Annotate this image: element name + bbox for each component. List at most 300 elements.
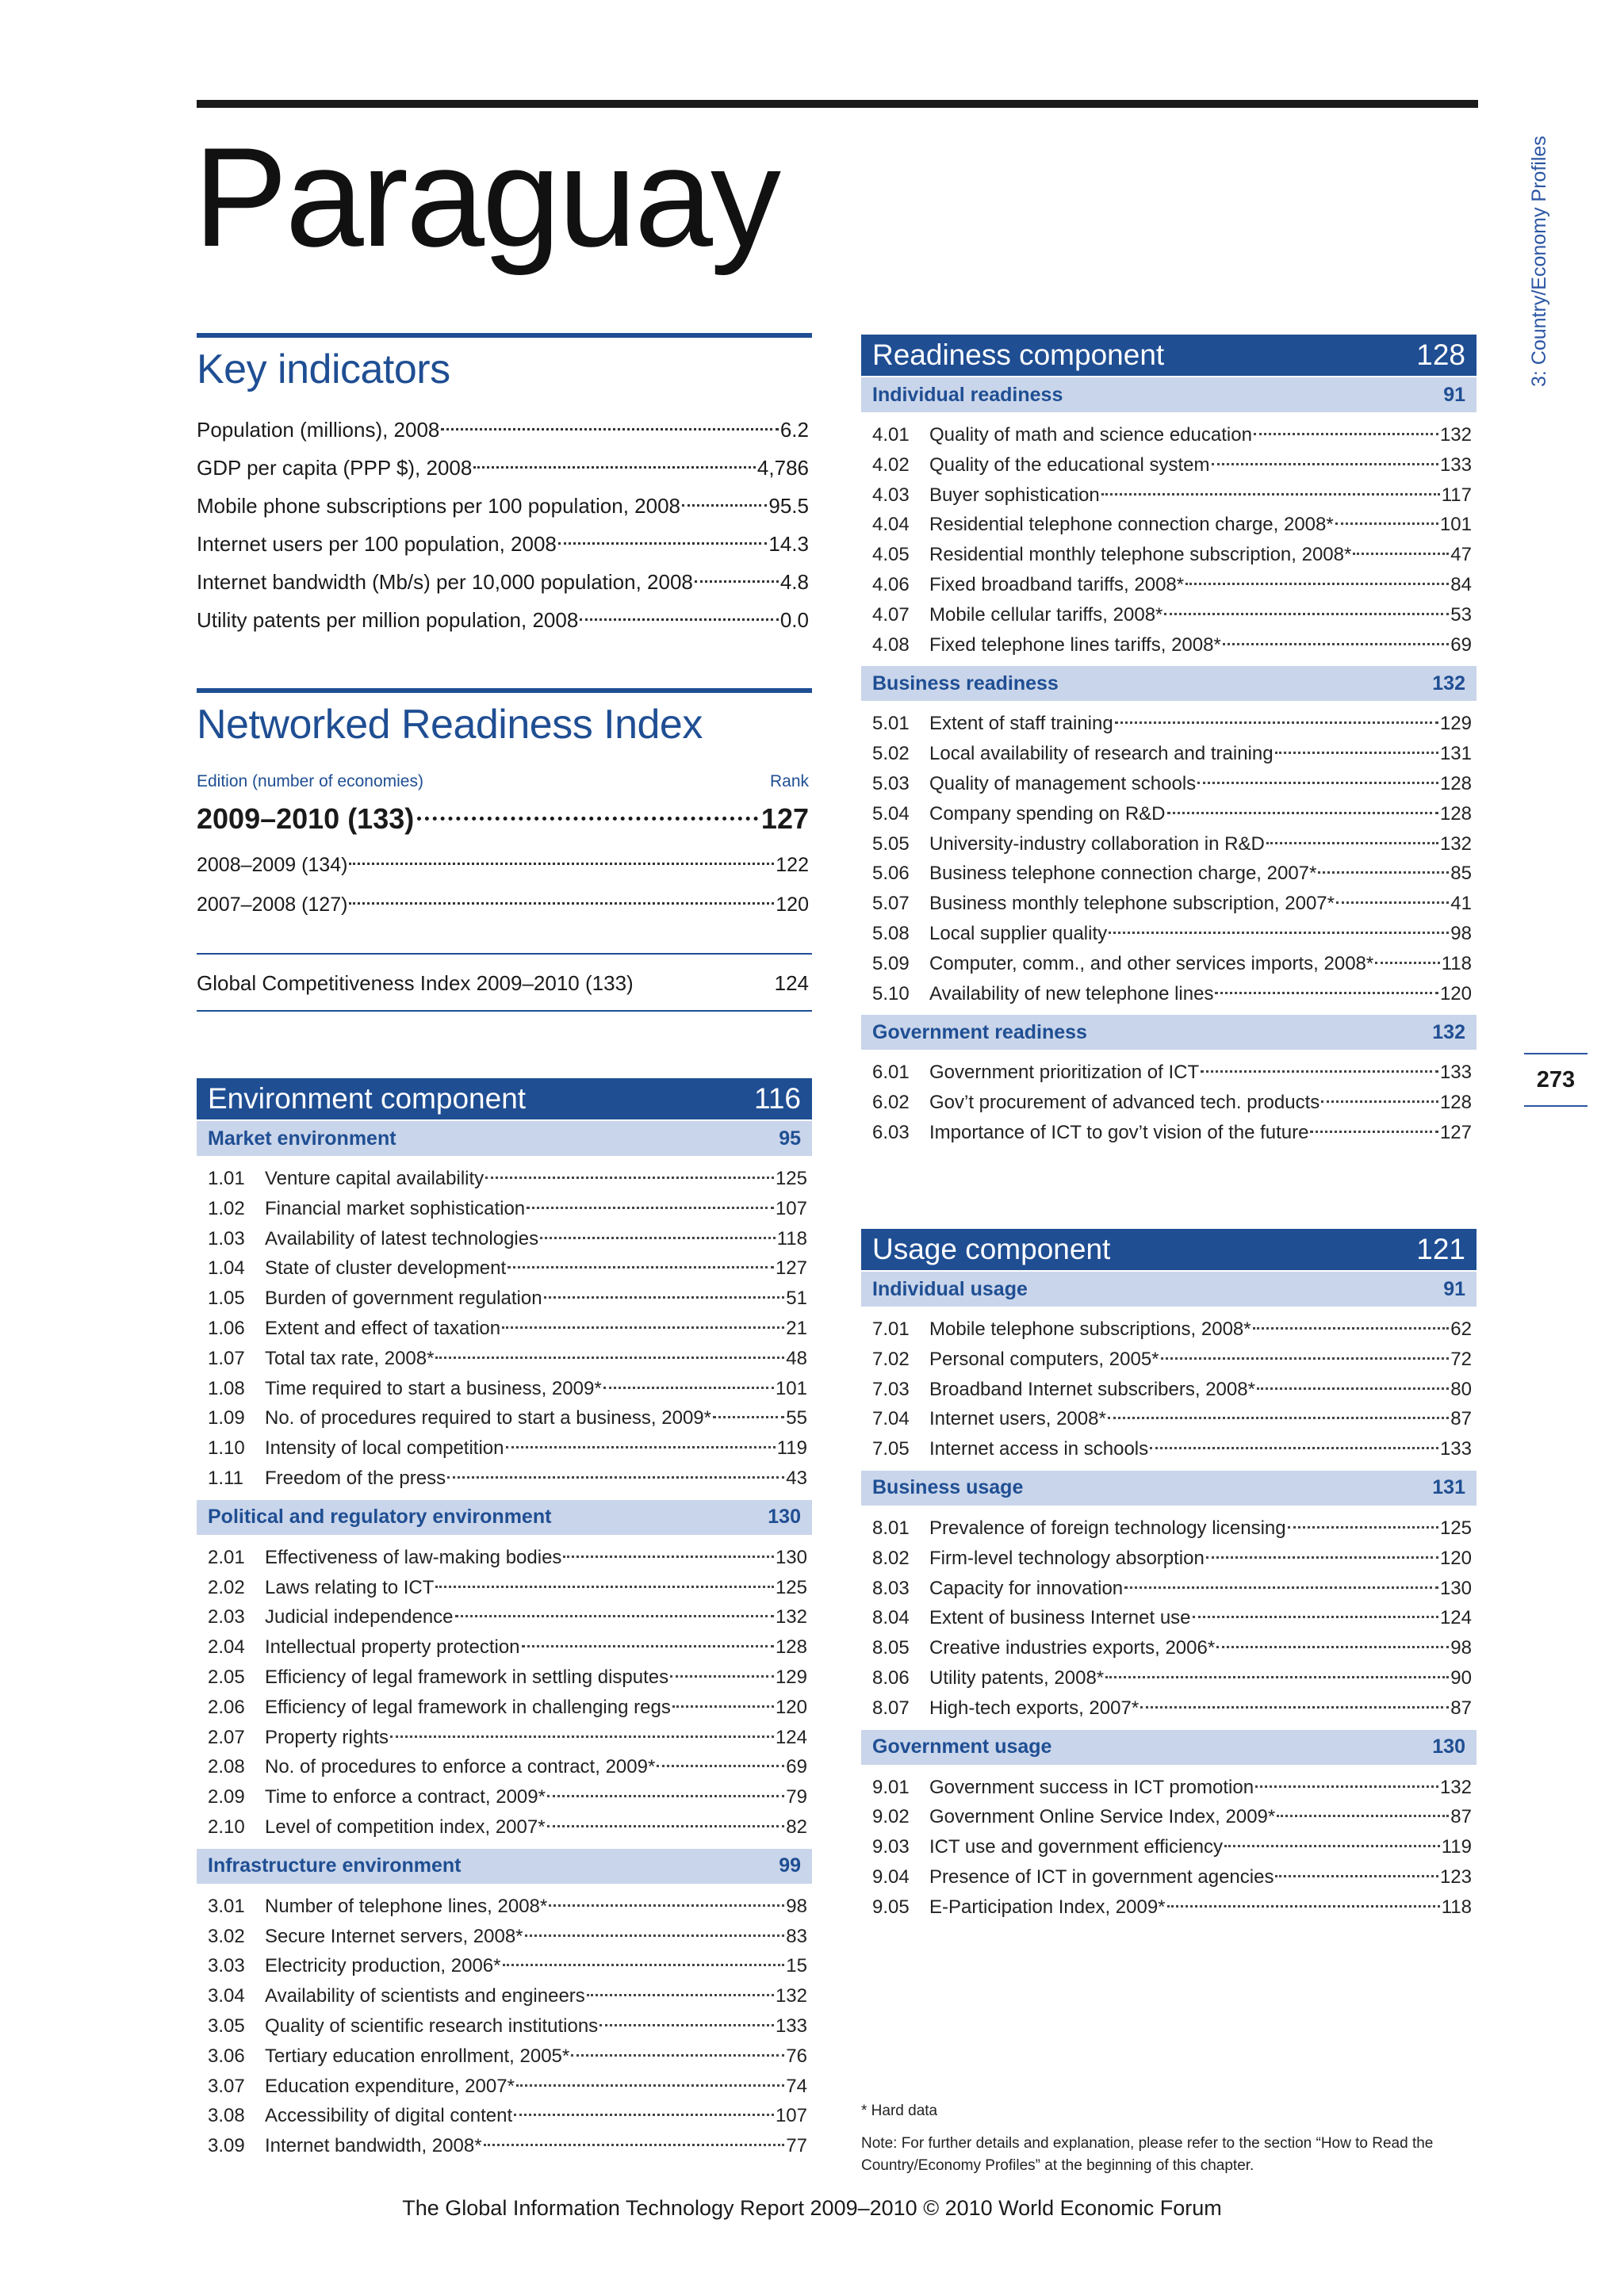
indicator-label: Financial market sophistication bbox=[265, 1197, 526, 1219]
indicator-rank: 132 bbox=[1439, 832, 1472, 855]
indicator-label: Property rights bbox=[265, 1726, 389, 1748]
indicator-row bbox=[861, 1088, 1477, 1118]
indicator-rank: 125 bbox=[1439, 1517, 1472, 1539]
leader-dots bbox=[563, 1556, 774, 1558]
indicator-code: 4.07 bbox=[872, 603, 910, 626]
nri-heading: Networked Readiness Index bbox=[197, 702, 703, 748]
indicator-rank: 87 bbox=[1450, 1408, 1472, 1430]
indicator-code: 3.02 bbox=[208, 1925, 245, 1947]
indicator-code: 8.05 bbox=[872, 1637, 910, 1659]
indicator-row bbox=[861, 1603, 1477, 1633]
indicator-row bbox=[861, 630, 1477, 660]
subindex-header bbox=[861, 666, 1477, 701]
indicator-row bbox=[197, 1284, 812, 1314]
subindex-header bbox=[861, 1272, 1477, 1307]
key-indicator-label: Utility patents per million population, 2008 bbox=[197, 608, 579, 632]
indicator-row bbox=[861, 979, 1477, 1009]
indicator-label: Creative industries exports, 2006* bbox=[929, 1637, 1216, 1659]
leader-dots bbox=[695, 580, 779, 583]
indicator-rank: 69 bbox=[1450, 633, 1472, 656]
indicator-rank: 128 bbox=[1439, 802, 1472, 825]
key-indicator-row bbox=[197, 525, 809, 563]
key-indicator-value: 4.8 bbox=[779, 570, 809, 594]
indicator-label: Extent of staff training bbox=[929, 713, 1113, 735]
indicator-list bbox=[197, 1884, 812, 2166]
leader-dots bbox=[1212, 463, 1438, 465]
subindex-rank: 131 bbox=[1432, 1476, 1465, 1499]
indicator-label: Efficiency of legal framework in challenging regs bbox=[265, 1696, 671, 1718]
indicator-row bbox=[197, 1723, 812, 1753]
subindex-rank: 91 bbox=[1443, 383, 1465, 406]
indicator-row bbox=[197, 2131, 812, 2161]
indicator-row bbox=[861, 570, 1477, 600]
indicator-code: 5.06 bbox=[872, 863, 910, 885]
indicator-label: Extent and effect of taxation bbox=[265, 1317, 501, 1339]
indicator-label: High-tech exports, 2007* bbox=[929, 1697, 1139, 1719]
subindex-header bbox=[861, 1730, 1477, 1765]
subindex-rank: 95 bbox=[779, 1127, 801, 1150]
indicator-label: Level of competition index, 2007* bbox=[265, 1816, 546, 1838]
indicator-code: 5.08 bbox=[872, 922, 910, 944]
indicator-label: Prevalence of foreign technology licensing bbox=[929, 1517, 1286, 1539]
leader-dots bbox=[670, 1675, 774, 1678]
key-indicator-label: Internet users per 100 population, 2008 bbox=[197, 532, 557, 556]
leader-dots bbox=[508, 1266, 774, 1269]
leader-dots bbox=[1206, 1556, 1438, 1559]
leader-dots bbox=[455, 1615, 774, 1617]
nri-edition: 2007–2008 (127) bbox=[197, 894, 348, 916]
key-indicator-label: Mobile phone subscriptions per 100 population, 2008 bbox=[197, 494, 680, 518]
indicator-label: Personal computers, 2005* bbox=[929, 1348, 1159, 1370]
indicator-row bbox=[197, 1253, 812, 1284]
indicator-code: 3.09 bbox=[208, 2135, 245, 2157]
indicator-label: Intellectual property protection bbox=[265, 1636, 520, 1659]
indicator-code: 2.06 bbox=[208, 1696, 245, 1718]
indicator-row bbox=[861, 799, 1477, 829]
indicator-rank: 118 bbox=[776, 1227, 807, 1249]
indicator-code: 2.02 bbox=[208, 1576, 245, 1598]
key-indicator-label: Internet bandwidth (Mb/s) per 10,000 population, 2008 bbox=[197, 570, 693, 594]
indicator-row bbox=[861, 739, 1477, 769]
indicator-rank: 128 bbox=[1439, 772, 1472, 794]
indicator-code: 2.09 bbox=[208, 1786, 245, 1808]
leader-dots bbox=[1124, 1586, 1438, 1589]
nri-current-row bbox=[197, 802, 809, 836]
indicator-rank: 118 bbox=[1441, 952, 1472, 974]
leader-dots bbox=[1223, 643, 1450, 645]
indicator-rank: 83 bbox=[786, 1925, 807, 1947]
leader-dots bbox=[1193, 1616, 1438, 1618]
indicator-row bbox=[197, 1951, 812, 1981]
indicator-code: 5.01 bbox=[872, 713, 910, 735]
indicator-label: Utility patents, 2008* bbox=[929, 1667, 1105, 1689]
indicator-label: Laws relating to ICT bbox=[265, 1576, 435, 1598]
indicator-row bbox=[197, 1693, 812, 1723]
key-indicators-list bbox=[197, 411, 809, 639]
leader-dots bbox=[544, 1296, 785, 1299]
indicator-rank: 119 bbox=[1441, 1836, 1472, 1858]
indicator-rank: 120 bbox=[1439, 982, 1472, 1004]
indicator-row bbox=[861, 919, 1477, 949]
subindex-rank: 132 bbox=[1432, 672, 1465, 695]
indicator-code: 8.02 bbox=[872, 1547, 910, 1569]
indicator-code: 4.02 bbox=[872, 453, 910, 476]
indicator-label: University-industry collaboration in R&D bbox=[929, 832, 1265, 855]
indicator-list bbox=[861, 1307, 1477, 1469]
indicator-label: E-Participation Index, 2009* bbox=[929, 1896, 1166, 1918]
indicator-code: 2.10 bbox=[208, 1816, 245, 1838]
indicator-label: Internet users, 2008* bbox=[929, 1408, 1106, 1430]
leader-dots bbox=[1105, 1676, 1449, 1678]
indicator-code: 8.06 bbox=[872, 1667, 910, 1689]
indicator-rank: 69 bbox=[786, 1756, 807, 1778]
indicator-label: Mobile cellular tariffs, 2008* bbox=[929, 603, 1163, 626]
indicator-label: Internet bandwidth, 2008* bbox=[265, 2135, 482, 2157]
indicator-rank: 130 bbox=[775, 1546, 807, 1568]
nri-history-list bbox=[197, 845, 809, 924]
readiness-component-header bbox=[861, 335, 1477, 376]
indicator-rank: 84 bbox=[1450, 573, 1472, 595]
indicator-label: Freedom of the press bbox=[265, 1467, 446, 1489]
indicator-code: 5.04 bbox=[872, 802, 910, 825]
nri-rule bbox=[197, 688, 812, 693]
indicator-row bbox=[197, 1224, 812, 1254]
leader-dots bbox=[506, 1446, 776, 1448]
leader-dots bbox=[1254, 433, 1438, 435]
indicator-code: 7.05 bbox=[872, 1438, 910, 1460]
indicator-label: Residential telephone connection charge, 2008* bbox=[929, 514, 1334, 536]
component-title: Readiness component bbox=[872, 339, 1165, 371]
leader-dots bbox=[558, 542, 768, 545]
indicator-row bbox=[197, 1663, 812, 1693]
subindex-title: Market environment bbox=[208, 1127, 396, 1150]
indicator-label: Availability of scientists and engineers bbox=[265, 1985, 585, 2007]
key-indicators-heading: Key indicators bbox=[197, 346, 450, 392]
subindex-header bbox=[197, 1121, 812, 1156]
component-rank: 121 bbox=[1416, 1233, 1465, 1265]
nri-rank: 122 bbox=[776, 854, 809, 876]
indicator-code: 1.11 bbox=[208, 1467, 243, 1489]
nri-column-headers bbox=[197, 772, 809, 791]
leader-dots bbox=[1336, 901, 1449, 904]
leader-dots bbox=[485, 1177, 774, 1179]
indicator-row bbox=[861, 859, 1477, 889]
leader-dots bbox=[1115, 721, 1438, 724]
indicator-code: 6.03 bbox=[872, 1121, 910, 1143]
indicator-rank: 133 bbox=[1439, 453, 1472, 476]
indicator-code: 4.06 bbox=[872, 573, 910, 595]
indicator-list bbox=[197, 1156, 812, 1498]
indicator-rank: 87 bbox=[1450, 1806, 1472, 1828]
key-indicators-rule bbox=[197, 333, 812, 338]
leader-dots bbox=[349, 863, 774, 865]
indicator-code: 2.05 bbox=[208, 1666, 245, 1688]
indicator-code: 2.04 bbox=[208, 1636, 245, 1659]
nri-history-row bbox=[197, 845, 809, 885]
nri-edition: 2008–2009 (134) bbox=[197, 854, 348, 876]
subindex-title: Individual readiness bbox=[872, 383, 1063, 406]
indicator-label: Intensity of local competition bbox=[265, 1437, 504, 1460]
indicator-rank: 128 bbox=[775, 1636, 807, 1659]
indicator-row bbox=[861, 1892, 1477, 1923]
indicator-code: 5.03 bbox=[872, 772, 910, 794]
indicator-rank: 74 bbox=[786, 2075, 807, 2097]
key-indicator-row bbox=[197, 449, 809, 487]
indicator-label: Number of telephone lines, 2008* bbox=[265, 1895, 548, 1917]
hard-data-footnote: * Hard data bbox=[861, 2103, 938, 2119]
subindex-rank: 130 bbox=[768, 1506, 801, 1529]
leader-dots bbox=[390, 1735, 774, 1738]
indicator-code: 5.07 bbox=[872, 893, 910, 915]
leader-dots bbox=[435, 1357, 784, 1359]
indicator-rank: 62 bbox=[1450, 1318, 1472, 1340]
leader-dots bbox=[1288, 1526, 1438, 1529]
indicator-code: 1.05 bbox=[208, 1288, 245, 1310]
indicator-row bbox=[861, 1375, 1477, 1405]
page-footer: The Global Information Technology Report 2009–2010 © 2010 World Economic Forum bbox=[402, 2196, 1222, 2220]
leader-dots bbox=[682, 504, 767, 507]
indicator-label: Capacity for innovation bbox=[929, 1577, 1124, 1599]
indicator-rank: 125 bbox=[775, 1168, 807, 1189]
indicator-row bbox=[197, 1573, 812, 1603]
indicator-label: Mobile telephone subscriptions, 2008* bbox=[929, 1318, 1251, 1340]
subindex-rank: 99 bbox=[779, 1854, 801, 1877]
indicator-rank: 133 bbox=[1439, 1062, 1472, 1084]
leader-dots bbox=[1185, 583, 1449, 585]
indicator-code: 5.10 bbox=[872, 982, 910, 1004]
indicator-label: Time to enforce a contract, 2009* bbox=[265, 1786, 546, 1808]
leader-dots bbox=[1164, 613, 1449, 615]
indicator-row bbox=[197, 1344, 812, 1374]
subindex-header bbox=[861, 377, 1477, 412]
indicator-rank: 101 bbox=[1439, 514, 1472, 536]
indicator-code: 6.01 bbox=[872, 1062, 910, 1084]
gci-bottom-rule bbox=[197, 1010, 812, 1012]
indicator-rank: 98 bbox=[1450, 922, 1472, 944]
leader-dots bbox=[527, 1207, 774, 1209]
leader-dots bbox=[1277, 1815, 1449, 1817]
indicator-rank: 129 bbox=[775, 1666, 807, 1688]
indicator-row bbox=[861, 1773, 1477, 1803]
nri-history-row bbox=[197, 885, 809, 924]
leader-dots bbox=[1257, 1387, 1449, 1390]
leader-dots bbox=[502, 1326, 784, 1329]
side-section-label bbox=[1522, 101, 1557, 387]
indicator-rank: 118 bbox=[1441, 1896, 1472, 1918]
indicator-row bbox=[861, 1663, 1477, 1693]
indicator-rank: 124 bbox=[775, 1726, 807, 1748]
leader-dots bbox=[1310, 1131, 1438, 1133]
indicator-row bbox=[861, 829, 1477, 859]
leader-dots bbox=[1101, 493, 1440, 496]
indicator-label: Internet access in schools bbox=[929, 1438, 1149, 1460]
leader-dots bbox=[1321, 1100, 1438, 1103]
indicator-row bbox=[197, 2072, 812, 2102]
indicator-rank: 120 bbox=[1439, 1547, 1472, 1569]
indicator-code: 4.05 bbox=[872, 544, 910, 566]
leader-dots bbox=[1216, 1646, 1449, 1648]
indicator-label: Judicial independence bbox=[265, 1606, 454, 1628]
indicator-row bbox=[861, 1118, 1477, 1148]
indicator-code: 1.06 bbox=[208, 1317, 245, 1339]
nri-rank-header: Rank bbox=[769, 772, 809, 790]
indicator-label: Venture capital availability bbox=[265, 1168, 485, 1189]
indicator-label: Buyer sophistication bbox=[929, 484, 1100, 506]
subindex-title: Business usage bbox=[872, 1476, 1024, 1499]
subindex-rank: 132 bbox=[1432, 1020, 1465, 1043]
leader-dots bbox=[503, 1964, 785, 1966]
indicator-list bbox=[861, 412, 1477, 664]
indicator-label: Government prioritization of ICT bbox=[929, 1062, 1200, 1084]
leader-dots bbox=[1167, 812, 1438, 814]
subindex-title: Government readiness bbox=[872, 1020, 1087, 1043]
indicator-row bbox=[861, 1314, 1477, 1345]
indicator-code: 3.05 bbox=[208, 2015, 245, 2037]
indicator-label: Time required to start a business, 2009* bbox=[265, 1377, 602, 1399]
leader-dots bbox=[1161, 1357, 1450, 1360]
indicator-label: Importance of ICT to gov’t vision of the future bbox=[929, 1121, 1309, 1143]
indicator-rank: 43 bbox=[786, 1467, 807, 1489]
key-indicator-label: GDP per capita (PPP $), 2008 bbox=[197, 456, 473, 480]
indicator-label: Availability of new telephone lines bbox=[929, 982, 1214, 1004]
indicator-row bbox=[861, 1633, 1477, 1663]
indicator-rank: 130 bbox=[1439, 1577, 1472, 1599]
indicator-label: Residential monthly telephone subscription, 2008* bbox=[929, 544, 1352, 566]
indicator-code: 1.04 bbox=[208, 1257, 245, 1280]
indicator-rank: 76 bbox=[786, 2045, 807, 2067]
leader-dots bbox=[587, 1994, 774, 1996]
indicator-code: 6.02 bbox=[872, 1092, 910, 1114]
indicator-code: 3.01 bbox=[208, 1895, 245, 1917]
indicator-row bbox=[197, 1782, 812, 1812]
key-indicator-value: 6.2 bbox=[779, 418, 809, 442]
indicator-code: 3.06 bbox=[208, 2045, 245, 2067]
indicator-row bbox=[197, 1433, 812, 1464]
subindex-header bbox=[861, 1015, 1477, 1050]
leader-dots bbox=[417, 817, 758, 821]
indicator-rank: 55 bbox=[786, 1407, 807, 1429]
indicator-rank: 120 bbox=[775, 1696, 807, 1718]
leader-dots bbox=[547, 1795, 784, 1797]
indicator-rank: 132 bbox=[775, 1606, 807, 1628]
indicator-rank: 127 bbox=[1439, 1121, 1472, 1143]
indicator-rank: 80 bbox=[1450, 1378, 1472, 1400]
indicator-label: Quality of scientific research institutions bbox=[265, 2015, 599, 2037]
indicator-rank: 123 bbox=[1439, 1866, 1472, 1888]
leader-dots bbox=[1197, 782, 1438, 784]
indicator-rank: 132 bbox=[1439, 424, 1472, 446]
leader-dots bbox=[447, 1476, 784, 1479]
indicator-row bbox=[861, 510, 1477, 540]
nri-current-rank: 127 bbox=[760, 802, 809, 835]
indicator-code: 8.04 bbox=[872, 1607, 910, 1629]
indicator-code: 4.08 bbox=[872, 633, 910, 656]
indicator-row bbox=[197, 1892, 812, 1922]
country-title: Paraguay bbox=[193, 118, 779, 276]
indicator-label: Fixed broadband tariffs, 2008* bbox=[929, 573, 1185, 595]
subindex-title: Infrastructure environment bbox=[208, 1854, 462, 1877]
indicator-row bbox=[861, 1544, 1477, 1574]
leader-dots bbox=[516, 2084, 784, 2087]
leader-dots bbox=[657, 1765, 784, 1767]
indicator-row bbox=[861, 1574, 1477, 1604]
indicator-row bbox=[197, 2101, 812, 2131]
indicator-rank: 127 bbox=[775, 1257, 807, 1280]
indicator-rank: 79 bbox=[786, 1786, 807, 1808]
indicator-row bbox=[861, 1513, 1477, 1544]
indicator-code: 7.02 bbox=[872, 1348, 910, 1370]
indicator-row bbox=[861, 889, 1477, 919]
indicator-code: 2.08 bbox=[208, 1756, 245, 1778]
leader-dots bbox=[603, 1387, 774, 1389]
indicator-row bbox=[197, 1464, 812, 1494]
indicator-row bbox=[861, 709, 1477, 739]
indicator-label: Electricity production, 2006* bbox=[265, 1955, 501, 1977]
environment-component bbox=[197, 1078, 812, 2166]
indicator-code: 3.04 bbox=[208, 1985, 245, 2007]
indicator-list bbox=[861, 1050, 1477, 1152]
indicator-label: Quality of math and science education bbox=[929, 424, 1252, 446]
indicator-label: Quality of the educational system bbox=[929, 453, 1210, 476]
indicator-row bbox=[861, 1404, 1477, 1434]
component-title: Environment component bbox=[208, 1082, 527, 1115]
leader-dots bbox=[1255, 1785, 1438, 1788]
indicator-row bbox=[861, 1345, 1477, 1375]
indicator-label: No. of procedures to enforce a contract, 2009* bbox=[265, 1756, 656, 1778]
indicator-code: 9.03 bbox=[872, 1836, 910, 1858]
indicator-rank: 47 bbox=[1450, 544, 1472, 566]
indicator-rank: 15 bbox=[786, 1955, 807, 1977]
indicator-label: Broadband Internet subscribers, 2008* bbox=[929, 1378, 1255, 1400]
indicator-label: Local availability of research and training bbox=[929, 743, 1274, 765]
indicator-rank: 72 bbox=[1450, 1348, 1472, 1370]
indicator-rank: 41 bbox=[1450, 893, 1472, 915]
page-number: 273 bbox=[1536, 1067, 1576, 1093]
indicator-rank: 128 bbox=[1439, 1092, 1472, 1114]
indicator-row bbox=[861, 1832, 1477, 1862]
leader-dots bbox=[599, 2024, 774, 2026]
leader-dots bbox=[441, 428, 778, 430]
indicator-row bbox=[197, 1632, 812, 1663]
key-indicator-value: 0.0 bbox=[779, 608, 809, 632]
indicator-rank: 132 bbox=[775, 1985, 807, 2007]
gci-row bbox=[197, 964, 809, 1002]
indicator-code: 1.01 bbox=[208, 1168, 245, 1189]
indicator-label: Effectiveness of law-making bodies bbox=[265, 1546, 562, 1568]
leader-dots bbox=[1224, 1845, 1440, 1847]
indicator-rank: 124 bbox=[1439, 1607, 1472, 1629]
component-rank: 128 bbox=[1416, 339, 1465, 371]
indicator-code: 2.07 bbox=[208, 1726, 245, 1748]
indicator-rank: 90 bbox=[1450, 1667, 1472, 1689]
side-section-label-text: 3: Country/Economy Profiles bbox=[1528, 136, 1550, 387]
leader-dots bbox=[1335, 522, 1438, 525]
key-indicator-value: 95.5 bbox=[768, 494, 809, 518]
indicator-row bbox=[861, 600, 1477, 630]
indicator-label: Burden of government regulation bbox=[265, 1288, 542, 1310]
leader-dots bbox=[1253, 1327, 1450, 1330]
indicator-rank: 117 bbox=[1441, 484, 1472, 506]
nri-current-edition: 2009–2010 (133) bbox=[197, 802, 415, 835]
leader-dots bbox=[1109, 932, 1449, 934]
nri-edition-header: Edition (number of economies) bbox=[197, 772, 423, 790]
subindex-title: Business readiness bbox=[872, 672, 1059, 695]
indicator-label: Education expenditure, 2007* bbox=[265, 2075, 515, 2097]
indicator-rank: 132 bbox=[1439, 1776, 1472, 1798]
indicator-rank: 51 bbox=[786, 1288, 807, 1310]
indicator-rank: 85 bbox=[1450, 863, 1472, 885]
indicator-code: 4.03 bbox=[872, 484, 910, 506]
